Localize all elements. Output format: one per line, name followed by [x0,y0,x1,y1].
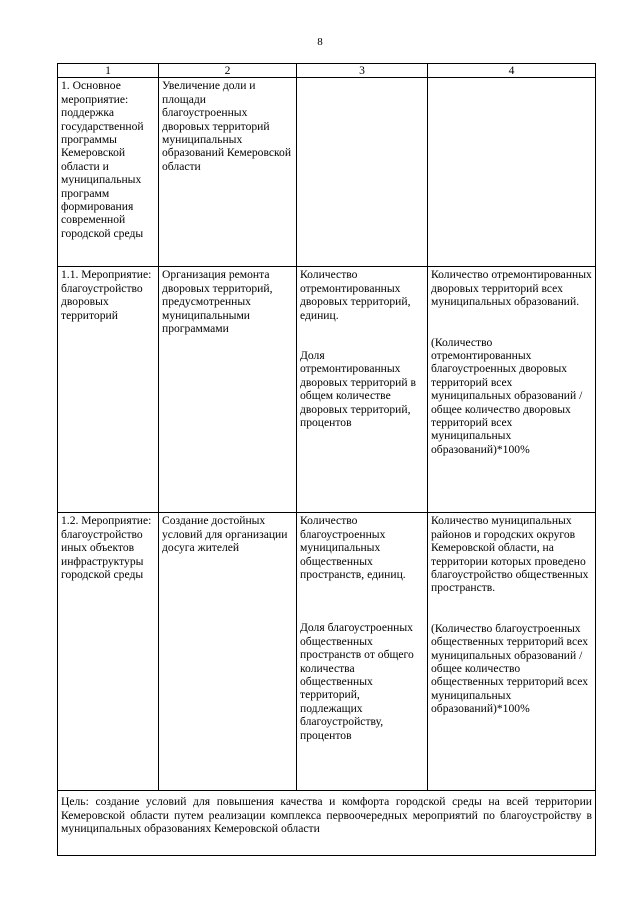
measure-description: Увеличение доли и площади благоустроенных дворовых территорий муниципальных образований Кемеровской области [159,78,297,267]
column-number-1: 1 [58,64,159,78]
column-number-2: 2 [159,64,297,78]
formula-cell [428,513,596,791]
indicator-text-2: Доля отремонтированных дворовых территорий в общем количестве дворовых территорий, процентов [300,349,416,430]
goal-row [58,791,596,856]
measure-name: 1.2. Мероприятие: благоустройство иных объектов инфраструктуры городской среды [58,513,159,791]
table-row [58,513,596,791]
goal-text: Цель: создание условий для повышения качества и комфорта городской среды на всей территории Кемеровской области путем реализации комплекса первоочередных мероприятий по благоустройству в муниципальных образованиях Кемеровской области [58,791,596,856]
column-number-4: 4 [428,64,596,78]
indicator-text: Количество благоустроенных муниципальных общественных пространств, единиц. [300,514,406,582]
measures-table [57,63,596,856]
formula-text-2: (Количество благоустроенных общественных территорий всех муниципальных образований / общее количество общественных территорий всех муниципальных образований)*100% [431,621,589,716]
formula-cell [428,78,596,267]
indicator-cell [297,513,428,791]
measure-description: Создание достойных условий для организации досуга жителей [159,513,297,791]
table-row [58,267,596,513]
formula-cell [428,267,596,513]
page-number: 8 [317,36,323,48]
measure-name: 1.1. Мероприятие: благоустройство дворовых территорий [58,267,159,513]
formula-text: Количество отремонтированных дворовых территорий всех муниципальных образований. [431,268,592,309]
indicator-cell [297,267,428,513]
table-row [58,78,596,267]
measure-description: Организация ремонта дворовых территорий, предусмотренных муниципальными программами [159,267,297,513]
indicator-text: Количество отремонтированных дворовых территорий, единиц. [300,268,411,322]
measure-name: 1. Основное мероприятие: поддержка государственной программы Кемеровской области и муниципальных программ формирования современной городской среды [58,78,159,267]
formula-text: Количество муниципальных районов и городских округов Кемеровской области, на территории которых проведено благоустройство общественных пространств. [431,514,589,595]
column-number-3: 3 [297,64,428,78]
formula-text-2: (Количество отремонтированных благоустроенных дворовых территорий всех муниципальных образований / общее количество дворовых территорий всех муниципальных образований)*100% [431,335,583,456]
indicator-cell [297,78,428,267]
table-header-row [58,64,596,78]
indicator-text-2: Доля благоустроенных общественных пространств от общего количества общественных территорий, подлежащих благоустройству, процентов [300,621,414,742]
